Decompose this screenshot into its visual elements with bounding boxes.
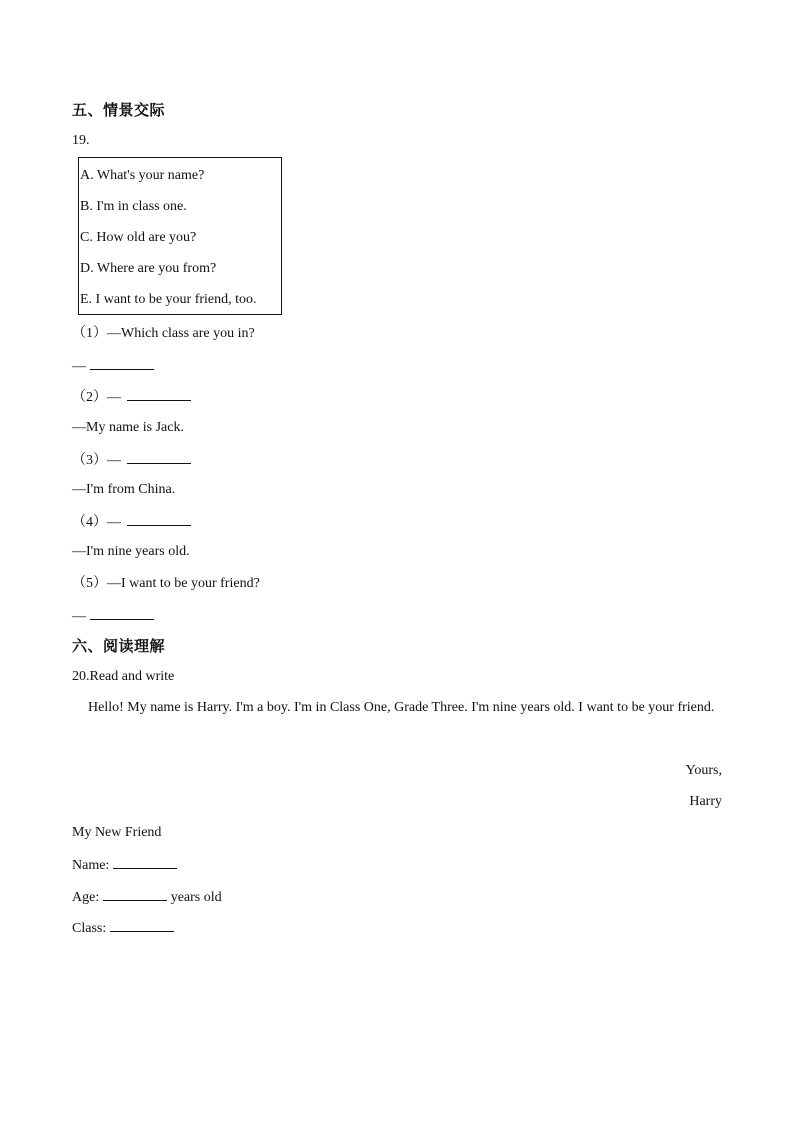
name-row xyxy=(72,854,177,876)
class-label: Class: xyxy=(72,921,107,936)
dialogue-5-answer xyxy=(72,605,154,627)
dialogue-1-answer xyxy=(72,355,154,377)
dialogue-3-question-text: （3）— xyxy=(72,453,121,468)
dialogue-5-answer-dash: — xyxy=(72,609,86,624)
letter-signature: Harry xyxy=(689,794,722,809)
name-blank[interactable] xyxy=(113,854,177,869)
option-a: A. What's your name? xyxy=(80,168,205,183)
dialogue-2-answer: —My name is Jack. xyxy=(72,420,184,435)
answer-blank-2[interactable] xyxy=(127,386,191,401)
dialogue-4-answer: —I'm nine years old. xyxy=(72,544,190,559)
option-d: D. Where are you from? xyxy=(80,261,217,276)
letter-closing: Yours, xyxy=(685,763,722,778)
dialogue-5-question xyxy=(72,574,260,594)
dialogue-2-question-text: （2）— xyxy=(72,390,121,405)
dialogue-1-question xyxy=(72,324,255,344)
age-label: Age: xyxy=(72,890,100,905)
dialogue-4-question-text: （4）— xyxy=(72,515,121,530)
question-20-title: 20.Read and write xyxy=(72,669,175,684)
age-blank[interactable] xyxy=(103,886,167,901)
dialogue-1-answer-dash: — xyxy=(72,359,86,374)
section-6-heading: 六、阅读理解 xyxy=(72,637,166,655)
dialogue-4-question xyxy=(72,511,191,533)
age-suffix: years old xyxy=(170,890,222,905)
dialogue-2-question xyxy=(72,386,191,408)
answer-blank-1[interactable] xyxy=(90,355,154,370)
option-e: E. I want to be your friend, too. xyxy=(80,292,257,307)
option-c: C. How old are you? xyxy=(80,230,197,245)
answer-blank-4[interactable] xyxy=(127,511,191,526)
letter-paragraph: Hello! My name is Harry. I'm a boy. I'm in Class One, Grade Three. I'm nine years old. I want to be your friend. xyxy=(88,700,715,715)
dialogue-1-question-text: （1）—Which class are you in? xyxy=(72,326,255,341)
answer-blank-5[interactable] xyxy=(90,605,154,620)
section-5-heading: 五、情景交际 xyxy=(72,101,166,119)
options-box xyxy=(78,157,282,315)
answer-blank-3[interactable] xyxy=(127,449,191,464)
dialogue-3-question xyxy=(72,449,191,471)
form-title: My New Friend xyxy=(72,825,162,840)
dialogue-3-answer: —I'm from China. xyxy=(72,482,176,497)
age-row xyxy=(72,886,222,908)
name-label: Name: xyxy=(72,858,110,873)
option-b: B. I'm in class one. xyxy=(80,199,187,214)
question-19-number: 19. xyxy=(72,133,90,148)
dialogue-5-question-text: （5）—I want to be your friend? xyxy=(72,576,260,591)
class-blank[interactable] xyxy=(110,917,174,932)
class-row xyxy=(72,917,174,939)
